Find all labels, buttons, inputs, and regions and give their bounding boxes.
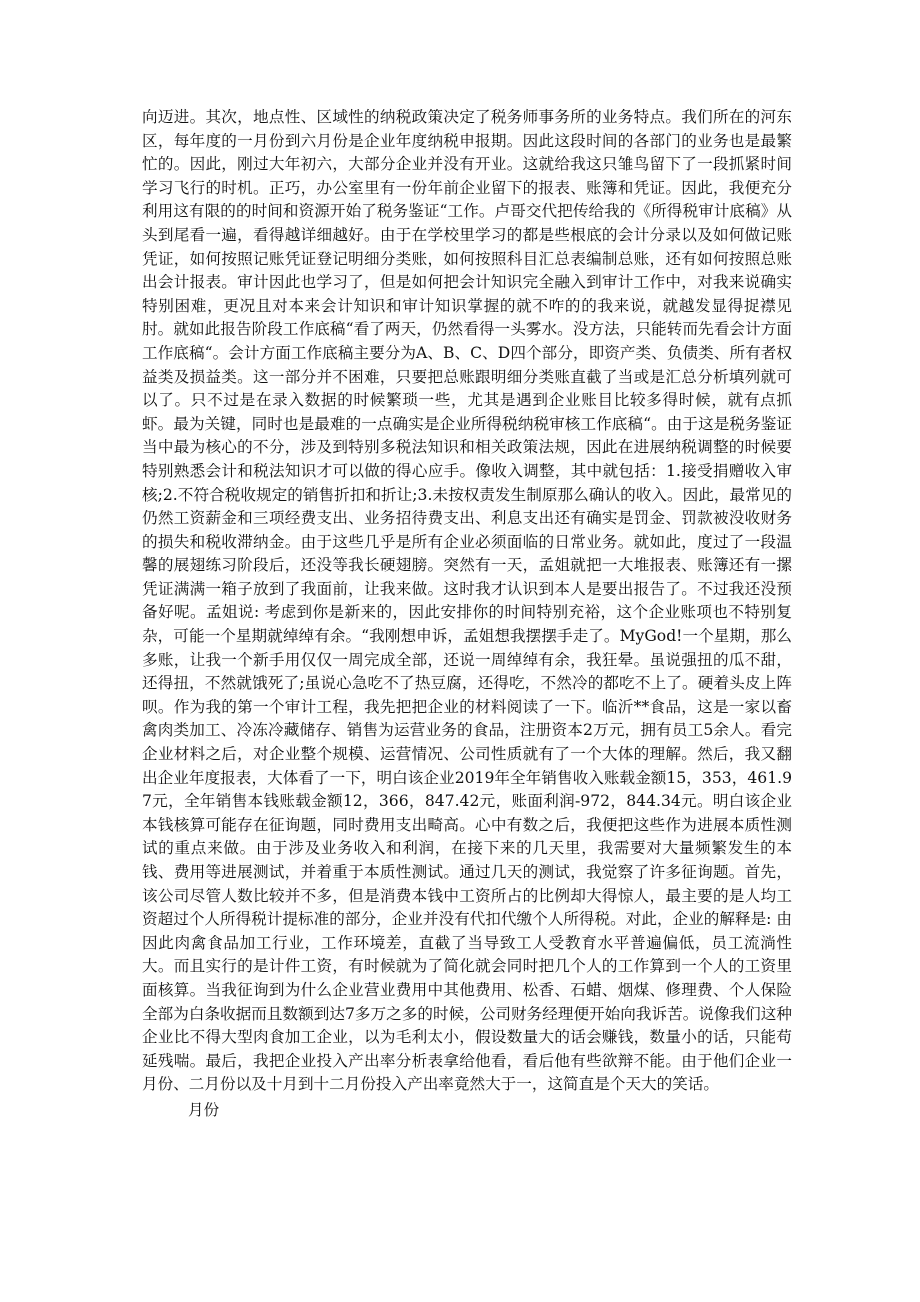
body-paragraph: 向迈进。其次，地点性、区域性的纳税政策决定了税务师事务所的业务特点。我们所在的河东区，每年度的一月份到六月份是企业年度纳税申报期。因此这段时间的各部门的业务也是最繁忙的。因此，刚过大年初六，大部分企业并没有开业。这就给我这只雏鸟留下了一段抓紧时间学习飞行的时机。正巧，办公室里有一份年前企业留下的报表、账簿和凭证。因此，我便充分利用这有限的的时间和资源开始了税务鉴证“工作。卢哥交代把传给我的《所得税审计底稿》从头到尾看一遍，看得越详细越好。由于在学校里学习的都是些根底的会计分录以及如何做记账凭证，如何按照记账凭证登记明细分类账，如何按照科目汇总表编制总账，还有如何按照总账出会计报表。审计因此也学习了，但是如何把会计知识完全融入到审计工作中，对我来说确实特别困难，更况且对本来会计知识和审计知识掌握的就不咋的的我来说，就越发显得捉襟见肘。就如此报告阶段工作底稿“看了两天，仍然看得一头雾水。没方法，只能转而先看会计方面工作底稿“。会计方面工作底稿主要分为A、B、C、D四个部分，即资产类、负债类、所有者权益类及损益类。这一部分并不困难，只要把总账跟明细分类账直截了当或是汇总分析填列就可以了。只不过是在录入数据的时候繁琐一些，尤其是遇到企业账目比较多得时候，就有点抓虾。最为关键，同时也是最难的一点确实是企业所得税纳税审核工作底稿“。由于这是税务鉴证当中最为核心的不分，涉及到特别多税法知识和相关政策法规，因此在进展纳税调整的时候要特别熟悉会计和税法知识才可以做的得心应手。像收入调整，其中就包括：1.接受捐赠收入审核;2.不符合税收规定的销售折扣和折让;3.未按权责发生制原那么确认的收入。因此，最常见的仍然工资薪金和三项经费支出、业务招待费支出、利息支出还有确实是罚金、罚款被没收财务的损失和税收滞纳金。由于这些几乎是所有企业必须面临的日常业务。就如此，度过了一段温馨的展翅练习阶段后，还没等我长硬翅膀。突然有一天，孟姐就把一大堆报表、账簿还有一摞凭证满满一箱子放到了我面前，让我来做。这时我才认识到本人是要出报告了。不过我还没预备好呢。孟姐说: 考虑到你是新来的，因此安排你的时间特别充裕，这个企业账项也不特别复杂，可能一个星期就绰绰有余。“我刚想申诉，孟姐想我摆摆手走了。MyGod!一个星期，那么多账，让我一个新手用仅仅一周完成全部，还说一周绰绰有余，我狂晕。虽说强扭的瓜不甜，还得扭，不然就饿死了;虽说心急吃不了热豆腐，还得吃，不然冷的都吃不上了。硬着头皮上阵呗。作为我的第一个审计工程，我先把把企业的材料阅读了一下。临沂**食品，这是一家以畜禽肉类加工、冷冻冷藏储存、销售为运营业务的食品，注册资本2万元，拥有员工5余人。看完企业材料之后，对企业整个规模、运营情况、公司性质就有了一个大体的理解。然后，我又翻出企业年度报表，大体看了一下，明白该企业2019年全年销售收入账载金额15，353，461.97元，全年销售本钱账载金额12，366，847.42元，账面利润-972，844.34元。明白该企业本钱核算可能存在征询题，同时费用支出畸高。心中有数之后，我便把这些作为进展本质性测试的重点来做。由于涉及业务收入和利润，在接下来的几天里，我需要对大量频繁发生的本钱、费用等进展测试，并着重于本质性测试。通过几天的测试，我觉察了许多征询题。首先，该公司尽管人数比较并不多，但是消费本钱中工资所占的比例却大得惊人，最主要的是人均工资超过个人所得税计提标准的部分，企业并没有代扣代缴个人所得税。对此，企业的解释是: 由因此肉禽食品加工行业，工作环境差，直截了当导致工人受教育水平普遍偏低，员工流淌性大。而且实行的是计件工资，有时候就为了简化就会同时把几个人的工作算到一个人的工资里面核算。当我征询到为什么企业营业费用中其他费用、松香、石蜡、烟煤、修理费、个人保险全部为白条收据而且数额到达7多万之多的时候，公司财务经理便开始向我诉苦。说像我们这种企业比不得大型肉食加工企业，以为毛利太小，假设数量大的话会赚钱，数量小的话，只能苟延残喘。最后，我把企业投入产出率分析表拿给他看，看后他有些欲辩不能。由于他们企业一月份、二月份以及十月到十二月份投入产出率竟然大于一，这简直是个天大的笑话。: [142, 108, 792, 1094]
document-body: [142, 106, 792, 1123]
trailing-text: 月份: [188, 1100, 220, 1119]
